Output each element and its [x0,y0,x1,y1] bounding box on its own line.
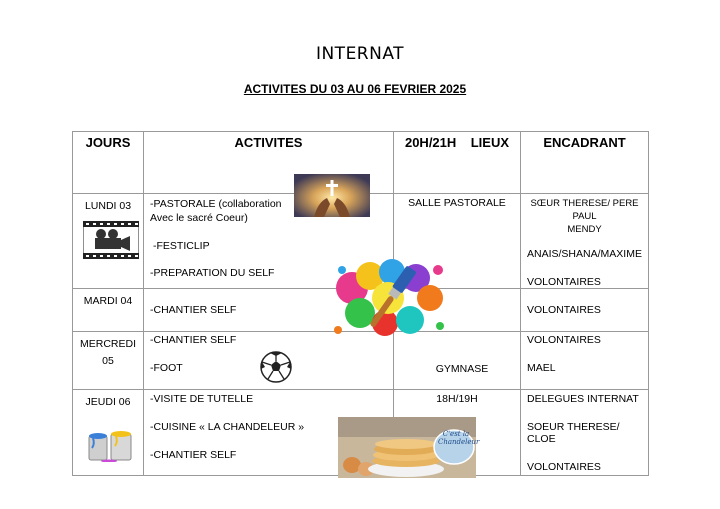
staff-item: MAEL [527,362,556,374]
paint-splash-image [330,258,450,342]
activity-item: Avec le sacré Coeur) [150,212,248,224]
staff-item: VOLONTAIRES [527,334,601,346]
staff-cell [521,390,649,476]
day-label: MARDI 04 [83,295,133,307]
prayer-hands-image [294,174,370,217]
page-subtitle [0,82,710,96]
activity-item: -CHANTIER SELF [150,449,237,461]
day-cell [73,332,144,390]
header-encadrant: ENCADRANT [521,132,649,194]
staff-cell [521,332,649,390]
soccer-ball-icon [260,351,292,383]
staff-item: SOEUR THERESE/ CLOE [527,421,620,445]
activity-item: -FOOT [150,362,183,374]
activity-item: -CHANTIER SELF [150,304,237,316]
staff-cell [521,194,649,289]
place-label: GYMNASE [435,363,489,375]
staff-item: VOLONTAIRES [527,304,601,316]
place-label: 18H/19H [436,393,478,405]
activity-item: -FESTICLIP [153,240,210,252]
crepes-image [338,417,480,478]
activity-item: -CHANTIER SELF [150,334,237,346]
day-label: 05 [102,355,114,367]
activity-item: -CUISINE « LA CHANDELEUR » [150,421,305,433]
staff-item: VOLONTAIRES [527,461,601,473]
activity-item: -VISITE DE TUTELLE [150,393,254,405]
header-lieux: 20H/21H LIEUX [394,132,521,194]
staff-item: ANAIS/SHANA/MAXIME [527,248,642,260]
staff-item: MENDY [567,224,602,235]
day-label: JEUDI 06 [85,396,131,408]
crepes-caption: C'est la Chandeleur [438,430,480,446]
activity-item: -PREPARATION DU SELF [150,267,275,279]
place-label: SALLE PASTORALE [408,197,506,209]
staff-item: SŒUR THERESE/ PERE PAUL [530,198,639,222]
header-jours: JOURS [73,132,144,194]
subtitle-activites: ACTIVITES [243,82,307,96]
page-title: INTERNAT [315,44,405,64]
staff-item: VOLONTAIRES [527,276,601,288]
header-activites: ACTIVITES [144,132,394,194]
day-label: MERCREDI [79,338,136,350]
activity-item: -PASTORALE (collaboration [150,198,282,210]
film-camera-icon [83,221,139,259]
staff-cell [521,289,649,332]
day-label: LUNDI 03 [84,200,132,212]
staff-item: DELEGUES INTERNAT [527,393,639,405]
paint-cans-icon [85,428,135,462]
subtitle-dates: DU 03 AU 06 FEVRIER 2025 [306,82,467,96]
day-cell [73,289,144,332]
